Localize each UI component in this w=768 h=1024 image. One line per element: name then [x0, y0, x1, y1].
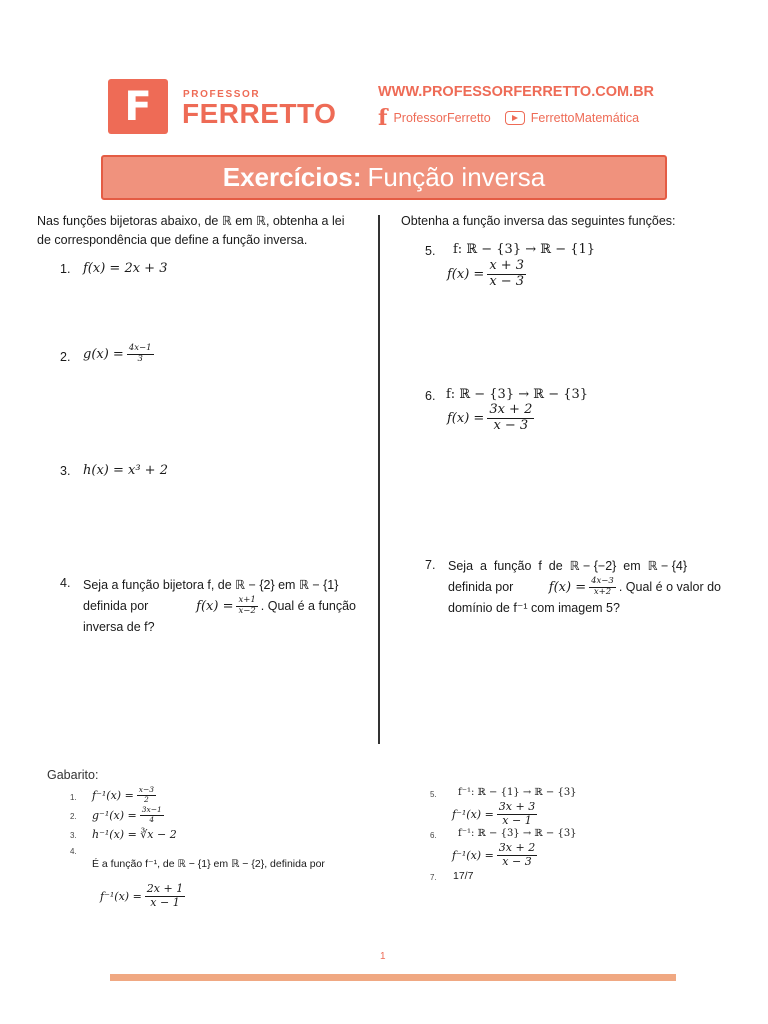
- a5-domain: f⁻¹: ℝ − {1} → ℝ − {3}: [458, 787, 577, 798]
- q4-fraction: [236, 596, 257, 617]
- facebook-icon: f: [378, 105, 388, 131]
- q7-line2: [448, 577, 721, 598]
- a1-fraction: [137, 786, 156, 804]
- q2-number: 2.: [60, 350, 71, 364]
- q2-denominator: 3: [137, 353, 143, 364]
- q5-number: 5.: [425, 244, 436, 258]
- q1-number: 1.: [60, 262, 71, 276]
- left-intro-line1: Nas funções bijetoras abaixo, de ℝ em ℝ, obtenha a lei: [37, 214, 345, 228]
- q5-fraction: [487, 259, 526, 290]
- a5-denominator: x − 1: [502, 813, 532, 827]
- website-link[interactable]: WWW.PROFESSORFERRETTO.COM.BR: [378, 84, 655, 100]
- a5-expression: [452, 801, 537, 827]
- logo-mark: F: [108, 79, 168, 134]
- q2-numerator: 4x−1: [128, 343, 152, 353]
- column-divider: [378, 215, 380, 744]
- left-intro-line2: de correspondência que define a função inversa.: [37, 233, 308, 247]
- q4-number: 4.: [60, 576, 71, 590]
- page-number: 1: [380, 951, 386, 962]
- a6-domain: f⁻¹: ℝ − {3} → ℝ − {3}: [458, 828, 577, 839]
- left-intro: [37, 212, 367, 250]
- a4-lhs: f⁻¹(x) =: [100, 889, 142, 903]
- title-banner: [101, 155, 667, 200]
- a6-lhs: f⁻¹(x) =: [452, 848, 494, 862]
- a2-numerator: 3x−1: [141, 805, 162, 814]
- q7-text: [448, 556, 721, 619]
- q2-fraction: [127, 344, 154, 365]
- q6-fraction: [487, 403, 534, 434]
- q6-numerator: 3x + 2: [489, 402, 533, 417]
- a1-expression: [92, 786, 156, 804]
- a2-lhs: g⁻¹(x) =: [92, 808, 137, 822]
- q7-number: 7.: [425, 558, 436, 572]
- a4-numerator: 2x + 1: [146, 882, 184, 895]
- q7-lhs: f(x) =: [548, 580, 587, 595]
- right-intro: Obtenha a função inversa das seguintes funções:: [401, 214, 676, 228]
- a3-expression: h⁻¹(x) = ∛x − 2: [92, 828, 177, 841]
- a2-fraction: [140, 806, 164, 824]
- q7-line2-a: definida por: [448, 580, 514, 594]
- q7-numerator: 4x−3: [591, 576, 614, 587]
- q5-denominator: x − 3: [489, 273, 525, 289]
- q3-number: 3.: [60, 464, 71, 478]
- youtube-handle[interactable]: FerrettoMatemática: [530, 111, 640, 125]
- q4-text: [83, 575, 356, 638]
- q4-line2: [83, 596, 356, 617]
- a5-lhs: f⁻¹(x) =: [452, 807, 494, 821]
- q7-line3: domínio de f⁻¹ com imagem 5?: [448, 601, 620, 615]
- a6-denominator: x − 3: [502, 854, 532, 868]
- a6-fraction: [497, 842, 537, 868]
- footer-bar: [110, 974, 676, 981]
- a6-numerator: 3x + 2: [498, 841, 536, 854]
- q3-expression: h(x) = x³ + 2: [83, 463, 168, 478]
- banner-title: Função inversa: [367, 162, 546, 192]
- a7-number: 7.: [430, 873, 437, 882]
- q7-denominator: x+2: [593, 587, 612, 597]
- q6-denominator: x − 3: [493, 417, 529, 433]
- banner-bold: Exercícios:: [222, 162, 362, 192]
- a1-denominator: 2: [144, 794, 149, 804]
- q2-lhs: g(x) =: [83, 346, 124, 362]
- a6-number: 6.: [430, 831, 437, 840]
- a1-lhs: f⁻¹(x) =: [92, 788, 134, 802]
- q5-numerator: x + 3: [489, 258, 525, 273]
- logo-ferretto: FERRETTO: [182, 98, 337, 129]
- q4-numerator: x+1: [238, 595, 256, 606]
- a4-fraction: [145, 883, 185, 909]
- a3-number: 3.: [70, 831, 77, 840]
- q4-lhs: f(x) =: [196, 599, 234, 614]
- q1-expression: f(x) = 2x + 3: [83, 261, 168, 276]
- q7-line1-text: Seja a função f de ℝ − {−2} em ℝ − {4}: [448, 559, 688, 573]
- q2-expression: [83, 344, 154, 365]
- a4-denominator: x − 1: [150, 895, 180, 909]
- a1-number: 1.: [70, 793, 77, 802]
- a2-denominator: 4: [149, 814, 155, 824]
- a5-numerator: 3x + 3: [498, 800, 536, 813]
- q7-line1: [448, 556, 721, 577]
- logo-professor: PROFESSOR: [183, 89, 261, 100]
- a2-expression: [92, 806, 164, 824]
- q4-denominator: x−2: [238, 606, 256, 616]
- a4-text: É a função f⁻¹, de ℝ − {1} em ℝ − {2}, definida por: [92, 858, 325, 870]
- a2-number: 2.: [70, 812, 77, 821]
- q6-expression: [447, 403, 534, 434]
- q7-fraction: [589, 577, 616, 598]
- q4-line1: Seja a função bijetora f, de ℝ − {2} em ℝ − {1}: [83, 578, 339, 592]
- a5-number: 5.: [430, 790, 437, 799]
- q4-line3: inversa de f?: [83, 620, 155, 634]
- q4-line2-a: definida por: [83, 599, 149, 613]
- q6-number: 6.: [425, 389, 436, 403]
- q6-domain: f: ℝ − {3} → ℝ − {3}: [446, 387, 589, 402]
- social-links: [378, 107, 639, 129]
- youtube-icon: [505, 111, 525, 125]
- q5-lhs: f(x) =: [447, 266, 485, 282]
- q6-lhs: f(x) =: [447, 410, 485, 426]
- q7-line2-c: . Qual é o valor do: [618, 580, 721, 594]
- a5-fraction: [497, 801, 537, 827]
- a4-number: 4.: [70, 847, 77, 856]
- q4-line2-c: . Qual é a função: [260, 599, 356, 613]
- q5-expression: [447, 259, 526, 290]
- a7-answer: 17/7: [453, 870, 474, 882]
- answers-title: Gabarito:: [47, 768, 99, 782]
- a4-expression: [100, 883, 185, 909]
- a6-expression: [452, 842, 537, 868]
- a1-numerator: x−3: [138, 785, 155, 794]
- q5-domain: f: ℝ − {3} → ℝ − {1}: [453, 242, 596, 257]
- facebook-handle[interactable]: ProfessorFerretto: [393, 111, 491, 125]
